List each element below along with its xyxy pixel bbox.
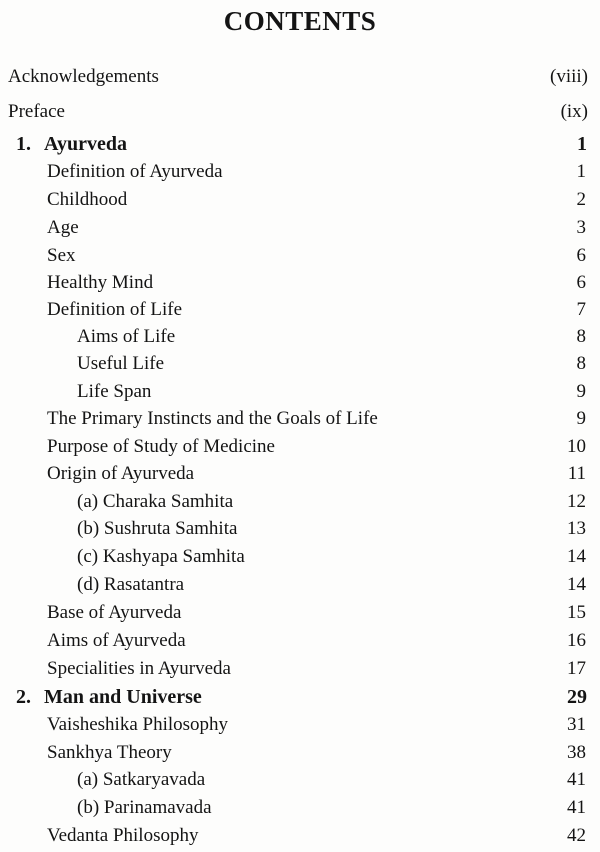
toc-entry-row (0, 489, 600, 515)
toc-entry-title: Age (47, 217, 79, 238)
toc-page-number: 17 (567, 658, 586, 679)
toc-entry-row (0, 379, 600, 405)
toc-page-number: 15 (567, 602, 586, 623)
toc-page-number: 1 (577, 133, 587, 155)
toc-entry-title: Vaisheshika Philosophy (47, 714, 229, 735)
toc-entry-row (0, 740, 600, 766)
toc-entry-row (0, 656, 600, 682)
toc-entry-row (0, 516, 600, 542)
toc-page-number: 3 (576, 217, 586, 238)
toc-page-number: 2 (576, 189, 586, 210)
toc-page-number: 31 (567, 714, 586, 735)
toc-page-number: 41 (567, 769, 586, 790)
toc-entry-row (0, 159, 600, 185)
toc-page-number: (viii) (550, 66, 588, 87)
toc-entry-title: (c) Kashyapa Samhita (77, 546, 245, 567)
toc-entry-row (0, 243, 600, 269)
toc-page-number: 10 (567, 436, 586, 457)
toc-entry-row (0, 434, 600, 460)
toc-entry-row (0, 600, 600, 626)
toc-page-number: 14 (567, 574, 586, 595)
toc-entry-title: Specialities in Ayurveda (47, 658, 231, 679)
toc-entry-title: Definition of Ayurveda (47, 161, 223, 182)
toc-entry-row (0, 270, 600, 296)
toc-page-number: (ix) (560, 101, 588, 122)
toc-entry-row (0, 297, 600, 323)
toc-page-number: 38 (567, 742, 586, 763)
toc-page-number: 42 (567, 825, 586, 846)
toc-entry-title: Sex (47, 245, 76, 266)
chapter-title: Ayurveda (44, 133, 127, 155)
page-title: CONTENTS (223, 6, 377, 36)
toc-page-number: 12 (567, 491, 586, 512)
toc-page-number: 29 (567, 686, 587, 708)
toc-page-number: 9 (576, 381, 586, 402)
toc-entry-row (0, 544, 600, 570)
toc-entry-row (0, 823, 600, 849)
toc-chapter-row (0, 131, 600, 157)
toc-entry-row (0, 187, 600, 213)
toc-page-number: 9 (576, 408, 586, 429)
toc-entry-title: (b) Sushruta Samhita (77, 518, 238, 539)
toc-page-number: 1 (576, 161, 586, 182)
toc-entry-row (0, 767, 600, 793)
toc-page-number: 6 (576, 272, 586, 293)
toc-entry-title: Origin of Ayurveda (47, 463, 195, 484)
toc-page-number: 41 (567, 797, 586, 818)
chapter-title: Man and Universe (44, 686, 202, 708)
toc-page-number: 6 (576, 245, 586, 266)
toc-entry-row (0, 215, 600, 241)
toc-entry-row (0, 406, 600, 432)
toc-entry-row (0, 64, 600, 90)
toc-entry-title: Base of Ayurveda (47, 602, 182, 623)
toc-entry-row (0, 572, 600, 598)
toc-entry-row (0, 628, 600, 654)
toc-entry-title: (a) Charaka Samhita (77, 491, 234, 512)
toc-entry-title: Life Span (77, 381, 152, 402)
toc-page-number: 14 (567, 546, 586, 567)
toc-page-number: 7 (576, 299, 586, 320)
toc-page-number: 8 (576, 326, 586, 347)
toc-entry-row (0, 99, 600, 125)
toc-page-number: 13 (567, 518, 586, 539)
toc-entry-title: Purpose of Study of Medicine (47, 436, 275, 457)
toc-entry-row (0, 351, 600, 377)
toc-entry-title: Aims of Life (77, 326, 176, 347)
toc-entry-title (16, 684, 202, 710)
toc-entry-row (0, 712, 600, 738)
toc-entry-title: Childhood (47, 189, 128, 210)
toc-entry-title: (d) Rasatantra (77, 574, 185, 595)
toc-entry-title: Useful Life (77, 353, 165, 374)
toc-entry-title: Preface (8, 101, 65, 122)
toc-entry-title (16, 131, 127, 157)
toc-entry-row (0, 324, 600, 350)
toc-entry-row (0, 461, 600, 487)
toc-page-number: 8 (576, 353, 586, 374)
toc-entry-title: Healthy Mind (47, 272, 154, 293)
toc-page-number: 11 (567, 463, 586, 484)
toc-entry-title: (a) Satkaryavada (77, 769, 206, 790)
toc-entry-row (0, 795, 600, 821)
toc-entry-title: Sankhya Theory (47, 742, 172, 763)
toc-page-number: 16 (567, 630, 586, 651)
chapter-number: 1. (16, 133, 31, 155)
toc-entry-title: Vedanta Philosophy (47, 825, 199, 846)
toc-entry-title: Acknowledgements (8, 66, 159, 87)
toc-entry-title: The Primary Instincts and the Goals of Life (47, 408, 378, 429)
toc-entry-title: (b) Parinamavada (77, 797, 212, 818)
toc-entry-title: Definition of Life (47, 299, 183, 320)
toc-chapter-row (0, 684, 600, 710)
chapter-number: 2. (16, 686, 31, 708)
toc-entry-title: Aims of Ayurveda (47, 630, 186, 651)
